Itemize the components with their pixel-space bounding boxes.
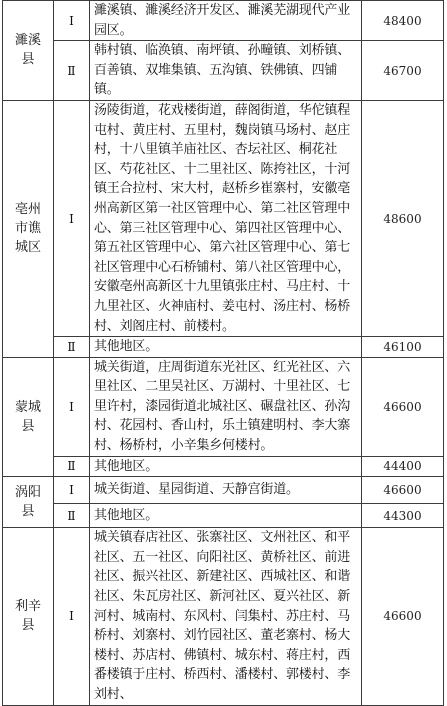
minimum-wage-table <box>2 0 444 706</box>
table-row <box>3 337 444 358</box>
area-cell: 其他地区。 <box>90 337 362 358</box>
area-cell: 其他地区。 <box>90 456 362 477</box>
category-cell: Ⅰ <box>54 528 90 705</box>
county-cell <box>3 1 54 101</box>
county-cell <box>3 477 54 528</box>
category-cell: Ⅱ <box>54 456 90 477</box>
category-cell: Ⅰ <box>54 100 90 336</box>
area-cell: 韩村镇、临涣镇、南坪镇、孙疃镇、刘桥镇、百善镇、双堆集镇、五沟镇、铁佛镇、四铺镇。 <box>90 41 362 101</box>
area-cell: 城关街道、星园街道、天静宫街道。 <box>90 477 362 504</box>
table-row <box>3 456 444 477</box>
table-row <box>3 357 444 456</box>
wage-cell: 46600 <box>362 357 444 456</box>
county-name: 亳州市谯城区 <box>14 202 41 256</box>
wage-cell: 46700 <box>362 41 444 101</box>
category-cell: Ⅱ <box>54 41 90 101</box>
table-row <box>3 504 444 528</box>
wage-cell: 44400 <box>362 456 444 477</box>
table-row <box>3 477 444 504</box>
area-cell: 城关镇春店社区、张寨社区、文州社区、和平社区、五一社区、向阳社区、黄桥社区、前进社区、振兴社区、新建社区、西城社区、和谐社区、朱瓦房社区、新河社区、夏兴社区、新河村、城南村、东风村、闫集村、苏庄村、马桥村、刘寨村、刘竹园社区、董老寨村、杨大楼村、苏店村、佛镇村、城东村、蒋庄村，西番楼镇于庄村、桥西村、潘楼村、郭楼村、李刘村、 <box>90 528 362 705</box>
wage-cell: 44300 <box>362 504 444 528</box>
wage-cell: 46600 <box>362 528 444 705</box>
county-name: 利辛县 <box>14 599 41 634</box>
area-cell: 其他地区。 <box>90 504 362 528</box>
category-cell: Ⅰ <box>54 357 90 456</box>
table-row <box>3 100 444 336</box>
category-cell: Ⅱ <box>54 337 90 358</box>
category-cell: Ⅰ <box>54 477 90 504</box>
county-name: 濉溪县 <box>14 33 41 68</box>
wage-cell: 46100 <box>362 337 444 358</box>
category-cell: Ⅰ <box>54 1 90 41</box>
table-row <box>3 1 444 41</box>
table-row <box>3 41 444 101</box>
wage-cell: 48600 <box>362 100 444 336</box>
county-name: 蒙城县 <box>14 399 41 434</box>
county-name: 涡阳县 <box>14 485 41 520</box>
table-row <box>3 528 444 705</box>
wage-cell: 46600 <box>362 477 444 504</box>
county-cell <box>3 528 54 705</box>
area-cell: 濉溪镇、濉溪经济开发区、濉溪芜湖现代产业园区。 <box>90 1 362 41</box>
county-cell <box>3 357 54 477</box>
area-cell: 汤陵街道，花戏楼街道，薛阁街道，华佗镇程屯村、黄庄村、五里村，魏岗镇马场村、赵庄村，十八里镇羊庙社区、杏坛社区、桐花社区、芍花社区、十二里社区、陈挎社区，十河镇王合拉村、宋大村，赵桥乡崔寨村，安徽亳州高新区第一社区管理中心、第二社区管理中心、第三社区管理中心、第四社区管理中心、第五社区管理中心、第六社区管理中心、第七社区管理中心石桥铺村、第八社区管理中心，安徽亳州高新区十九里镇张庄村、马庄村、十九里社区、火神庙村、姜屯村、汤庄村、杨桥村、刘阁庄村、前楼村。 <box>90 100 362 336</box>
county-cell <box>3 100 54 357</box>
area-cell: 城关街道，庄周街道东光社区、红光社区、六里社区、二里吴社区、万湖村、十里社区、七里许村，漆园街道北城社区、碾盘社区、孙沟村、花园村、香山村，乐土镇建明村、李大寨村、杨桥村，小辛集乡何楼村。 <box>90 357 362 456</box>
category-cell: Ⅱ <box>54 504 90 528</box>
wage-cell: 48400 <box>362 1 444 41</box>
